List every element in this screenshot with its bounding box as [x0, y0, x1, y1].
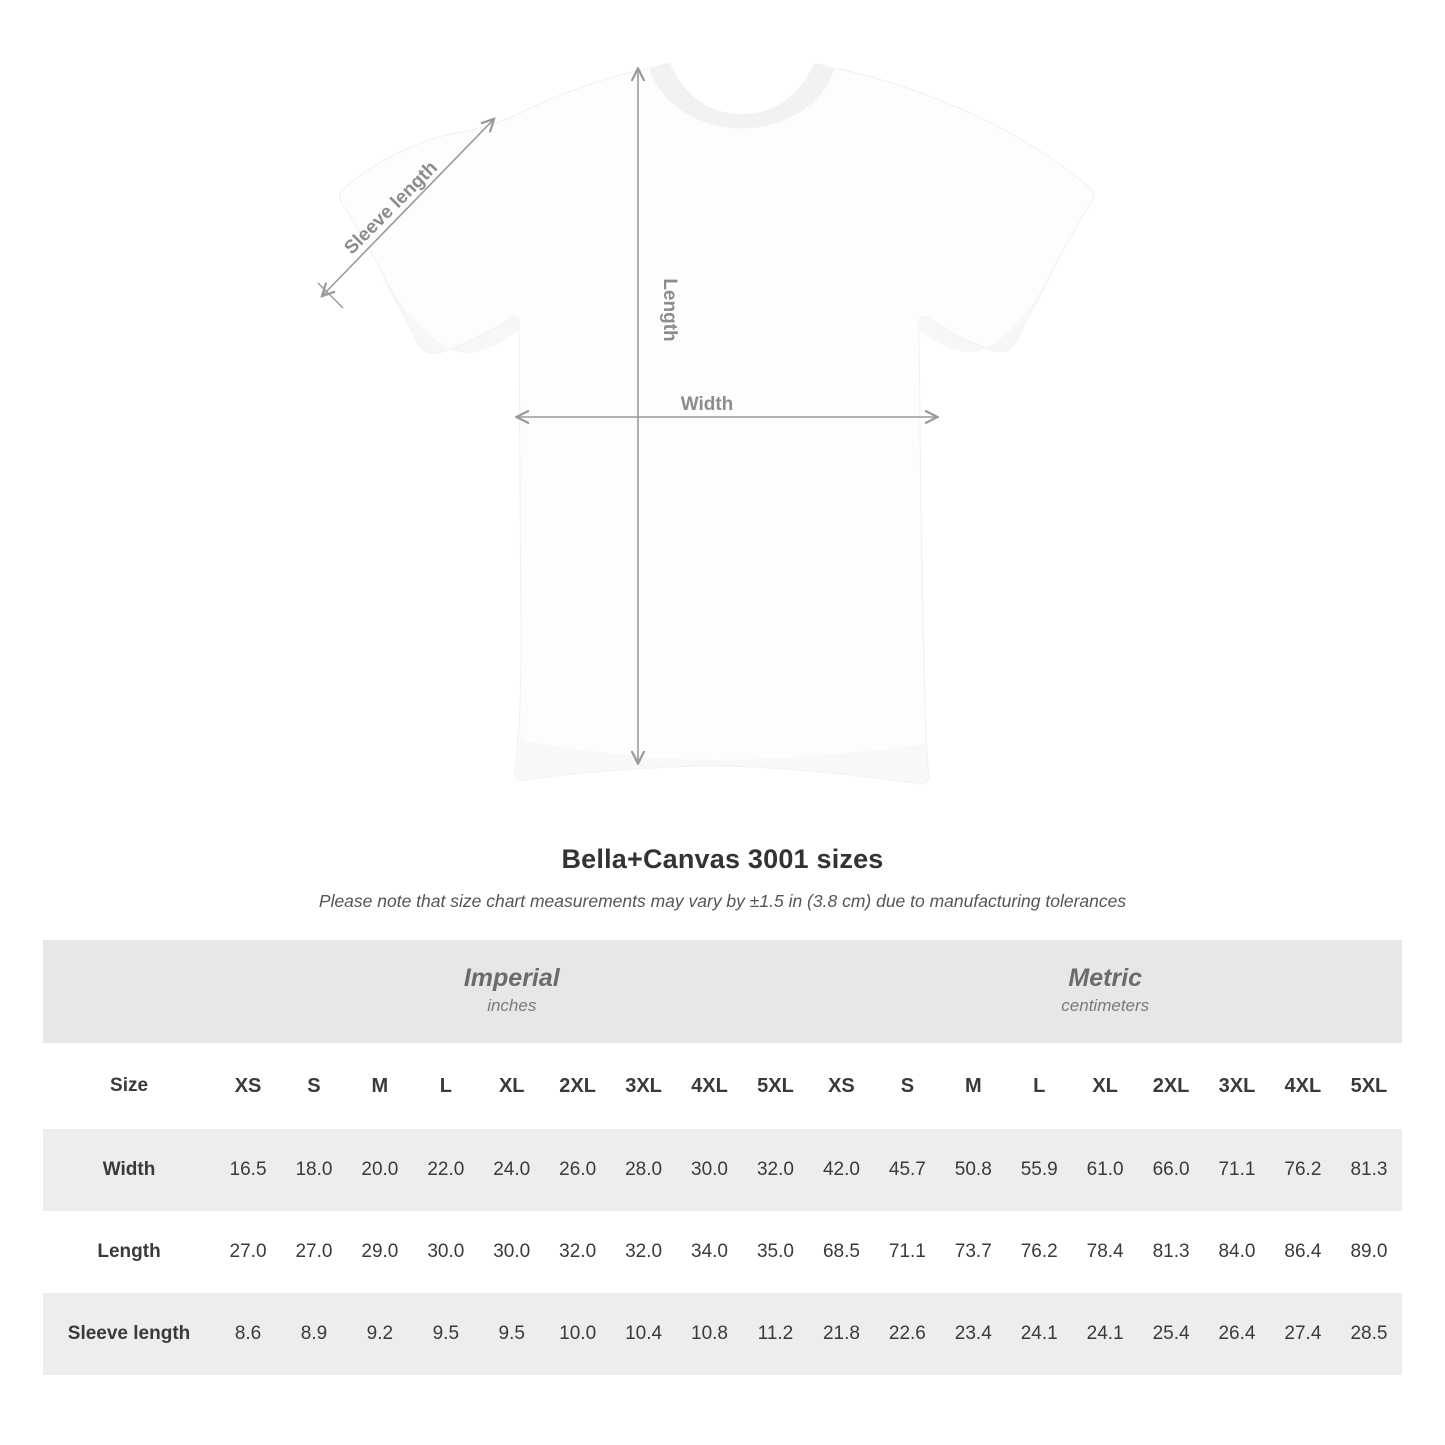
cell-length-imperial-2xl: 32.0: [545, 1211, 611, 1293]
table-row: [43, 1129, 1402, 1211]
cell-length-imperial-s: 27.0: [281, 1211, 347, 1293]
col-head-imperial-xs: XS: [215, 1043, 281, 1129]
cell-sleeve-imperial-xl: 9.5: [479, 1293, 545, 1375]
cell-sleeve-imperial-xs: 8.6: [215, 1293, 281, 1375]
unit-header-spacer: [43, 940, 215, 1043]
col-head-metric-xl: XL: [1072, 1043, 1138, 1129]
row-label-sleeve-length: Sleeve length: [43, 1293, 215, 1375]
cell-length-metric-xl: 78.4: [1072, 1211, 1138, 1293]
unit-header-row: [43, 940, 1402, 1043]
row-label-length: Length: [43, 1211, 215, 1293]
cell-width-metric-xl: 61.0: [1072, 1129, 1138, 1211]
cell-width-imperial-xs: 16.5: [215, 1129, 281, 1211]
cell-sleeve-imperial-2xl: 10.0: [545, 1293, 611, 1375]
table-row: [43, 1293, 1402, 1375]
cell-width-imperial-xl: 24.0: [479, 1129, 545, 1211]
cell-width-metric-s: 45.7: [874, 1129, 940, 1211]
row-label-width: Width: [43, 1129, 215, 1211]
unit-group-metric-sub: centimeters: [1061, 996, 1150, 1016]
cell-width-imperial-l: 22.0: [413, 1129, 479, 1211]
unit-group-metric-title: Metric: [1068, 963, 1143, 992]
chart-note: Please note that size chart measurements may vary by ±1.5 in (3.8 cm) due to manufacturing tolerances: [318, 891, 1127, 911]
cell-length-metric-m: 73.7: [940, 1211, 1006, 1293]
cell-length-metric-l: 76.2: [1006, 1211, 1072, 1293]
col-head-metric-xs: XS: [808, 1043, 874, 1129]
cell-length-metric-2xl: 81.3: [1138, 1211, 1204, 1293]
cell-width-metric-m: 50.8: [940, 1129, 1006, 1211]
cell-length-imperial-xs: 27.0: [215, 1211, 281, 1293]
cell-sleeve-metric-2xl: 25.4: [1138, 1293, 1204, 1375]
cell-length-metric-s: 71.1: [874, 1211, 940, 1293]
size-table-wrapper: [43, 940, 1402, 1375]
col-head-metric-2xl: 2XL: [1138, 1043, 1204, 1129]
tshirt-shape: [340, 63, 1095, 784]
col-head-imperial-5xl: 5XL: [742, 1043, 808, 1129]
unit-group-imperial: [215, 940, 808, 1043]
cell-width-metric-3xl: 71.1: [1204, 1129, 1270, 1211]
cell-width-metric-2xl: 66.0: [1138, 1129, 1204, 1211]
cell-sleeve-metric-l: 24.1: [1006, 1293, 1072, 1375]
table-row: [43, 1211, 1402, 1293]
sleeve-length-label: Sleeve length: [340, 157, 442, 259]
cell-width-metric-xs: 42.0: [808, 1129, 874, 1211]
cell-sleeve-imperial-3xl: 10.4: [611, 1293, 677, 1375]
column-header-row: [43, 1043, 1402, 1129]
cell-sleeve-metric-s: 22.6: [874, 1293, 940, 1375]
cell-width-imperial-s: 18.0: [281, 1129, 347, 1211]
col-head-imperial-4xl: 4XL: [677, 1043, 743, 1129]
col-head-metric-4xl: 4XL: [1270, 1043, 1336, 1129]
cell-sleeve-metric-m: 23.4: [940, 1293, 1006, 1375]
cell-sleeve-imperial-s: 8.9: [281, 1293, 347, 1375]
col-head-imperial-3xl: 3XL: [611, 1043, 677, 1129]
cell-length-metric-3xl: 84.0: [1204, 1211, 1270, 1293]
col-head-imperial-s: S: [281, 1043, 347, 1129]
unit-group-imperial-title: Imperial: [463, 963, 560, 992]
cell-length-metric-4xl: 86.4: [1270, 1211, 1336, 1293]
col-head-metric-m: M: [940, 1043, 1006, 1129]
col-head-imperial-2xl: 2XL: [545, 1043, 611, 1129]
cell-sleeve-imperial-m: 9.2: [347, 1293, 413, 1375]
cell-sleeve-metric-xl: 24.1: [1072, 1293, 1138, 1375]
cell-sleeve-metric-xs: 21.8: [808, 1293, 874, 1375]
col-head-imperial-xl: XL: [479, 1043, 545, 1129]
cell-sleeve-imperial-4xl: 10.8: [677, 1293, 743, 1375]
cell-length-imperial-xl: 30.0: [479, 1211, 545, 1293]
cell-length-imperial-5xl: 35.0: [742, 1211, 808, 1293]
cell-width-metric-l: 55.9: [1006, 1129, 1072, 1211]
cell-sleeve-imperial-5xl: 11.2: [742, 1293, 808, 1375]
cell-width-metric-5xl: 81.3: [1336, 1129, 1402, 1211]
cell-width-metric-4xl: 76.2: [1270, 1129, 1336, 1211]
length-label: Length: [659, 278, 680, 342]
col-head-metric-s: S: [874, 1043, 940, 1129]
size-table: [43, 940, 1402, 1375]
col-head-metric-l: L: [1006, 1043, 1072, 1129]
unit-group-imperial-sub: inches: [487, 996, 537, 1016]
cell-sleeve-metric-5xl: 28.5: [1336, 1293, 1402, 1375]
cell-width-imperial-2xl: 26.0: [545, 1129, 611, 1211]
cell-sleeve-imperial-l: 9.5: [413, 1293, 479, 1375]
cell-width-imperial-5xl: 32.0: [742, 1129, 808, 1211]
cell-length-imperial-3xl: 32.0: [611, 1211, 677, 1293]
cell-sleeve-metric-3xl: 26.4: [1204, 1293, 1270, 1375]
size-row-header: Size: [43, 1043, 215, 1129]
col-head-metric-5xl: 5XL: [1336, 1043, 1402, 1129]
cell-width-imperial-3xl: 28.0: [611, 1129, 677, 1211]
cell-length-imperial-m: 29.0: [347, 1211, 413, 1293]
col-head-metric-3xl: 3XL: [1204, 1043, 1270, 1129]
cell-sleeve-metric-4xl: 27.4: [1270, 1293, 1336, 1375]
unit-group-metric: [808, 940, 1402, 1043]
cell-length-imperial-l: 30.0: [413, 1211, 479, 1293]
chart-title: Bella+Canvas 3001 sizes: [561, 844, 884, 874]
col-head-imperial-m: M: [347, 1043, 413, 1129]
width-label: Width: [680, 394, 734, 415]
cell-length-imperial-4xl: 34.0: [677, 1211, 743, 1293]
cell-width-imperial-4xl: 30.0: [677, 1129, 743, 1211]
cell-length-metric-xs: 68.5: [808, 1211, 874, 1293]
col-head-imperial-l: L: [413, 1043, 479, 1129]
cell-length-metric-5xl: 89.0: [1336, 1211, 1402, 1293]
cell-width-imperial-m: 20.0: [347, 1129, 413, 1211]
